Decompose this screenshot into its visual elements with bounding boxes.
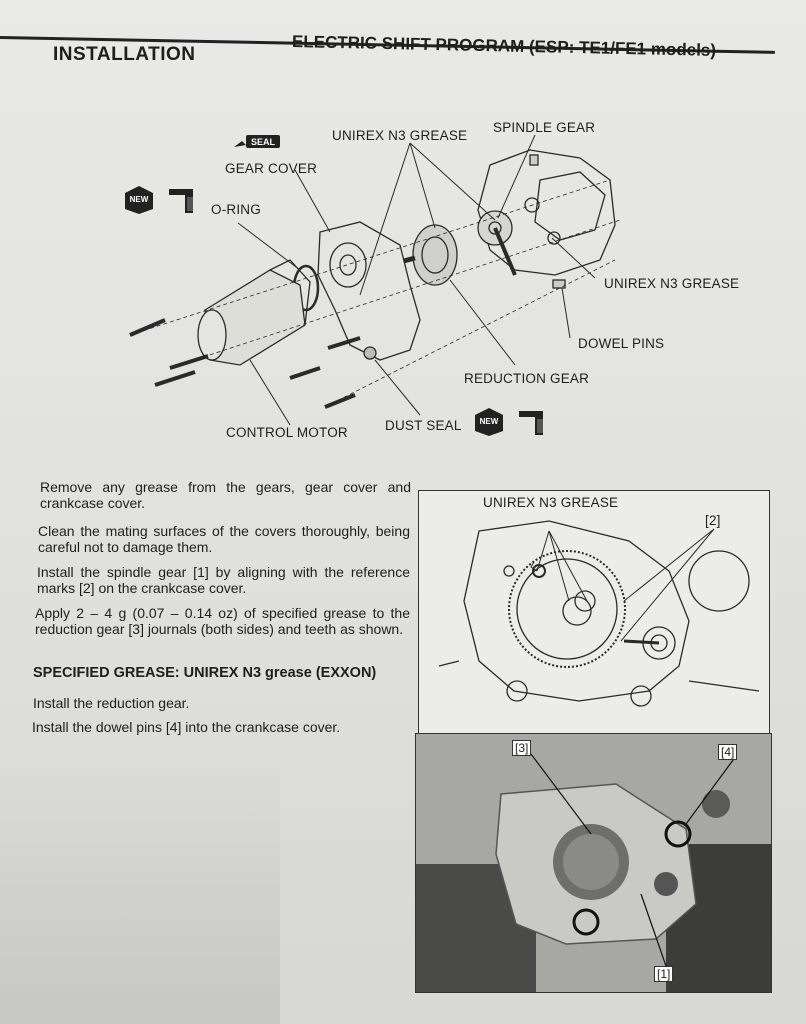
photo-callout-3: [3] [512, 740, 531, 756]
detail-ref-mark-label: [2] [705, 513, 721, 528]
section-title: INSTALLATION [53, 44, 196, 65]
instruction-1: Remove any grease from the gears, gear cover and crankcase cover. [40, 479, 411, 511]
specified-grease: SPECIFIED GREASE: UNIREX N3 grease (EXXON) [33, 665, 377, 681]
label-control-motor: CONTROL MOTOR [226, 425, 348, 440]
photo-illustration [416, 734, 771, 992]
new-badge-text-1: NEW [129, 195, 149, 204]
new-badge-text-2: NEW [479, 417, 499, 426]
installation-photo [415, 733, 772, 993]
label-unirex-right: UNIREX N3 GREASE [604, 276, 740, 291]
seal-grease-icon [232, 133, 282, 151]
detail-figure [418, 490, 770, 736]
label-spindle-gear: SPINDLE GEAR [493, 120, 596, 135]
label-gear-cover: GEAR COVER [225, 161, 318, 176]
label-dust-seal: DUST SEAL [385, 418, 462, 433]
label-o-ring: O-RING [211, 202, 261, 217]
seal-badge-text: SEAL [250, 137, 276, 147]
page-shadow [0, 760, 280, 1024]
instruction-2: Clean the mating surfaces of the covers thoroughly, being careful not to damage them. [38, 523, 410, 555]
label-unirex-top: UNIREX N3 GREASE [332, 128, 468, 143]
program-title: ELECTRIC SHIFT PROGRAM (ESP: TE1/FE1 models) [291, 32, 717, 60]
step-install-dowel-pins: Install the dowel pins [4] into the crankcase cover. [32, 719, 341, 735]
detail-grease-label: UNIREX N3 GREASE [483, 495, 619, 510]
photo-callout-1: [1] [654, 966, 673, 982]
label-reduction-gear: REDUCTION GEAR [464, 371, 590, 386]
new-dust-seal-icon [473, 405, 555, 437]
photo-callout-4: [4] [718, 744, 737, 760]
label-dowel-pins: DOWEL PINS [578, 336, 665, 351]
new-part-icon [123, 183, 205, 215]
step-install-reduction-gear: Install the reduction gear. [33, 695, 190, 711]
instruction-4: Apply 2 – 4 g (0.07 – 0.14 oz) of specified grease to the reduction gear [3] journals (both sides) and teeth as shown. [35, 605, 410, 637]
instruction-3: Install the spindle gear [1] by aligning with the reference marks [2] on the crankcase cover. [37, 564, 410, 596]
